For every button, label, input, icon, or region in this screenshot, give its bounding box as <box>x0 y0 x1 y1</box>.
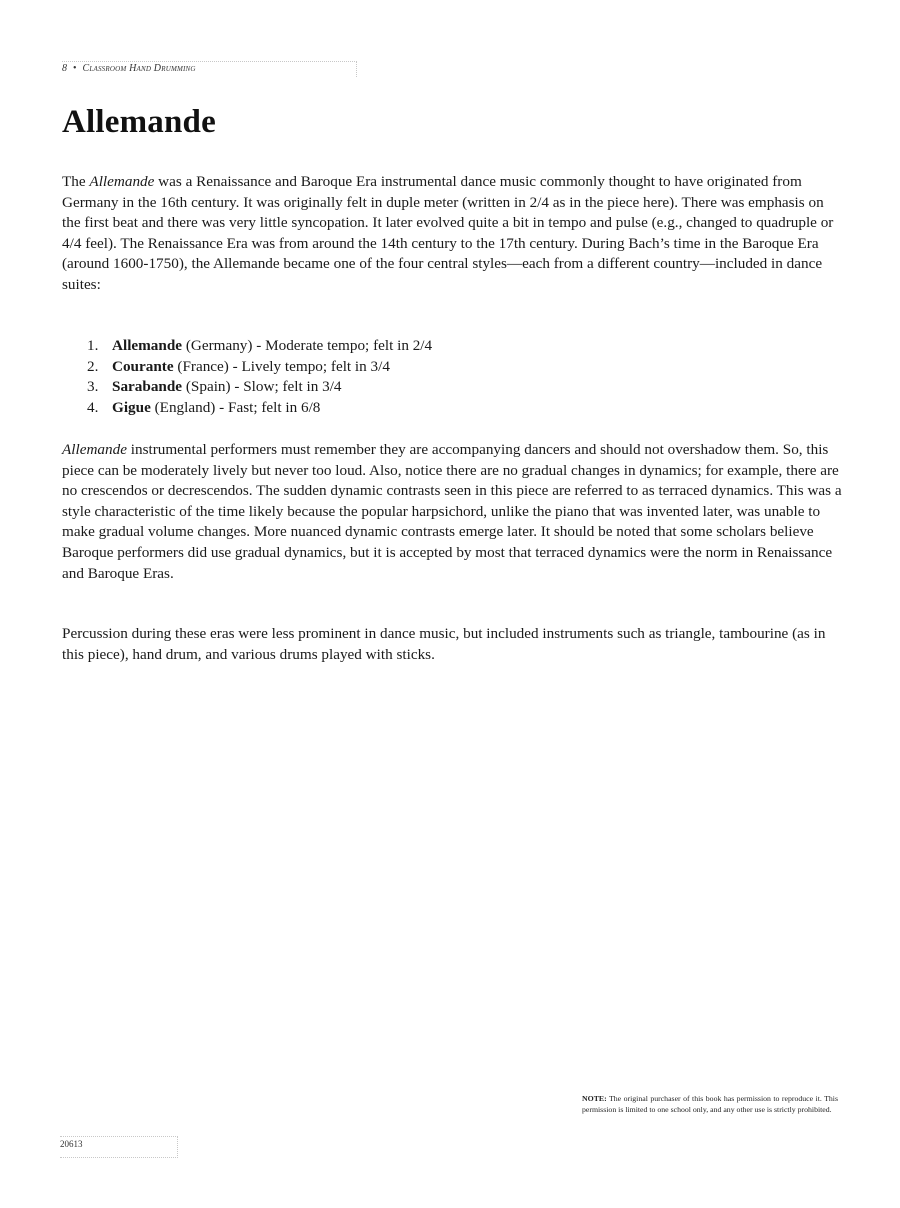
intro-body: was a Renaissance and Baroque Era instrumental dance music commonly thought to have originated from Germany in the 16th century. It was originally felt in duple meter (written in 2/4 as in the piece here). There was emphasis on the first beat and there was very little syncopation. It later evolved quite a bit in tempo and pulse (e.g., changed to quadruple or 4/4 feel). The Renaissance Era was from around the 14th century to the 17th century. During Bach’s time in the Baroque Era (around 1600-1750), the Allemande became one of the four central styles—each from a different country—included in dance suites: <box>62 173 834 293</box>
page-title: Allemande <box>62 104 216 140</box>
running-header <box>62 61 357 77</box>
list-number: 1. <box>87 337 99 354</box>
footer-code: 20613 <box>60 1136 178 1158</box>
allemande-term: Allemande <box>89 173 155 190</box>
performance-paragraph <box>62 440 842 584</box>
list-number: 4. <box>87 398 99 416</box>
list-item <box>87 336 432 357</box>
list-number: 2. <box>87 357 99 375</box>
performance-body: instrumental performers must remember they are accompanying dancers and should not overshadow them. So, this piece can be moderately lively but never too loud. Also, notice there are no gradual changes in dynamics; for example, there are no crescendos or decrescendos. The sudden dynamic contrasts seen in this piece are referred to as terraced dynamics. This was a style characteristic of the time likely because the popular harpsichord, unlike the piano that was invented later, was unable to make gradual volume changes. More nuanced dynamic contrasts emerge later. It should be noted that some scholars believe Baroque performers did use gradual dynamics, but it is accepted by most that terraced dynamics were the norm in Renaissance and Baroque Eras. <box>62 441 842 582</box>
dance-description: (Germany) - Moderate tempo; felt in 2/4 <box>182 337 433 354</box>
intro-paragraph <box>62 172 842 296</box>
dance-name: Sarabande <box>112 378 183 396</box>
dance-description: (England) - Fast; felt in 6/8 <box>150 398 321 416</box>
list-item <box>87 377 432 398</box>
intro-lead: The <box>62 173 90 190</box>
list-number: 3. <box>87 378 99 396</box>
book-title: Classroom Hand Drumming <box>82 63 196 74</box>
header-separator: • <box>73 63 77 74</box>
percussion-paragraph: Percussion during these eras were less prominent in dance music, but included instruments such as triangle, tambourine (as in this piece), hand drum, and various drums played with sticks. <box>62 625 826 663</box>
permission-note <box>582 1094 838 1115</box>
dance-name: Allemande <box>112 337 183 354</box>
dance-suite-list <box>87 336 432 418</box>
dance-description: (Spain) - Slow; felt in 3/4 <box>182 378 342 396</box>
allemande-term: Allemande <box>62 441 127 458</box>
page-number: 8 <box>62 63 67 74</box>
dance-name: Gigue <box>112 398 151 416</box>
list-item <box>87 357 432 378</box>
note-text: The original purchaser of this book has permission to reproduce it. This permission is limited to one school only, and any other use is strictly prohibited. <box>582 1094 838 1114</box>
dance-name: Courante <box>112 357 174 375</box>
list-item <box>87 398 432 419</box>
dance-description: (France) - Lively tempo; felt in 3/4 <box>173 357 390 375</box>
note-label: NOTE: <box>582 1094 607 1103</box>
